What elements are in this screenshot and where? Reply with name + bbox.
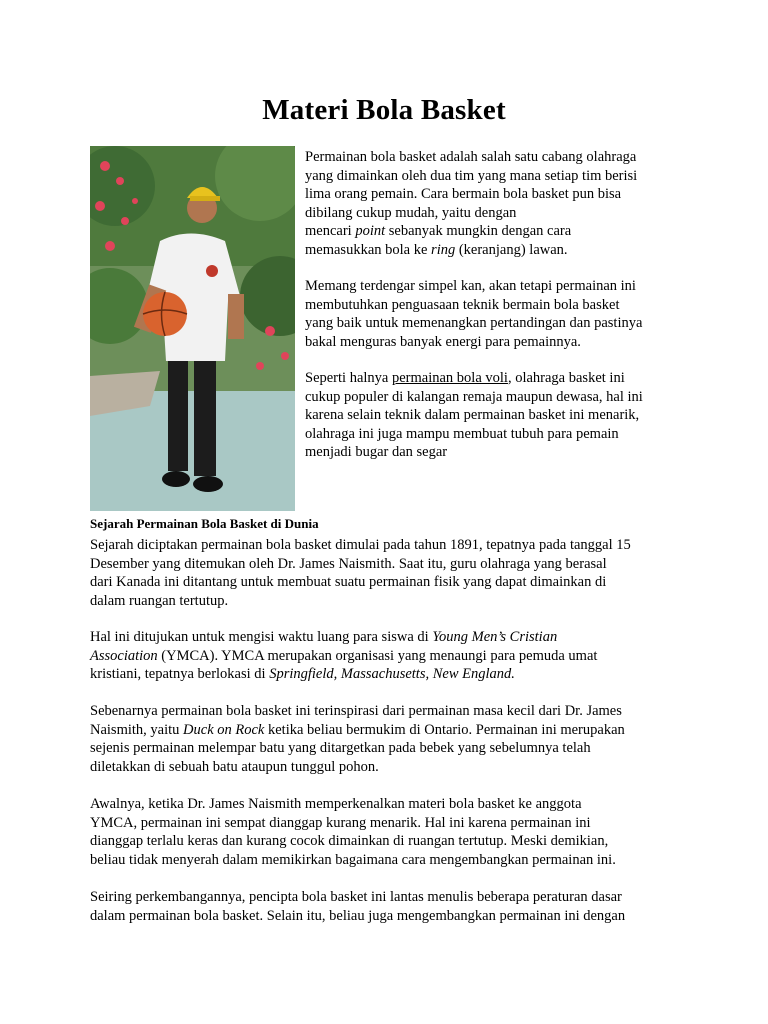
- text-line: cukup populer di kalangan remaja maupun dewasa, hal ini: [305, 388, 643, 405]
- text-line: bakal menguras banyak energi para pemainnya.: [305, 333, 581, 350]
- text-line: olahraga ini juga mampu membuat tubuh para pemain: [305, 425, 619, 442]
- text-span: Hal ini ditujukan untuk mengisi waktu luang para siswa di: [90, 629, 433, 645]
- text-line: [90, 665, 690, 684]
- italic-term: Springfield, Massachusetts, New England.: [269, 666, 515, 682]
- text-line: [90, 647, 690, 666]
- text-line: membutuhkan penguasaan teknik bermain bola basket: [305, 296, 620, 313]
- volleyball-link[interactable]: permainan bola voli: [391, 370, 508, 386]
- text-line: [305, 222, 685, 241]
- text-line: beliau tidak menyerah dalam memikirkan bagaimana cara mengembangkan permainan ini.: [90, 851, 616, 868]
- text-line: [90, 628, 690, 647]
- text-span: ketika beliau bermukim di Ontario. Permainan ini merupakan: [264, 721, 625, 738]
- intro-paragraph-1: [305, 148, 685, 259]
- text-line: Seiring perkembangannya, pencipta bola basket ini lantas menulis beberapa peraturan dasar: [90, 889, 622, 905]
- text-line: lima orang pemain. Cara bermain bola basket pun bisa: [305, 186, 622, 202]
- body-paragraph-2: [90, 628, 690, 684]
- text-line: dianggap terlalu keras dan kurang cocok dimainkan di ruangan tertutup. Meski demikian,: [90, 833, 609, 849]
- body-paragraph-1: [90, 536, 690, 610]
- text-line: [305, 369, 685, 388]
- section-heading: Sejarah Permainan Bola Basket di Dunia: [90, 516, 319, 531]
- text-line: Sebenarnya permainan bola basket ini terinspirasi dari permainan masa kecil dari Dr. James: [90, 703, 622, 719]
- italic-term: ring: [431, 241, 456, 258]
- italic-term: Association: [90, 647, 158, 664]
- italic-term: point: [355, 223, 386, 239]
- text-line: dalam permainan bola basket. Selain itu, beliau juga mengembangkan permainan ini dengan: [90, 907, 626, 924]
- text-line: sejenis permainan melempar batu yang ditargetkan pada bebek yang sebelumnya telah: [90, 740, 591, 756]
- text-span: Seperti halnya: [305, 370, 392, 386]
- text-span: memasukkan bola ke: [305, 241, 432, 258]
- body-paragraph-4: [90, 795, 690, 869]
- text-span: , olahraga basket ini: [507, 370, 625, 386]
- text-line: Awalnya, ketika Dr. James Naismith memperkenalkan materi bola basket ke anggota: [90, 796, 582, 812]
- text-line: diletakkan di sebuah batu ataupun tunggul pohon.: [90, 758, 379, 775]
- body-paragraph-5: [90, 888, 690, 925]
- text-line: yang baik untuk memenangkan pertandingan dan pastinya: [305, 315, 643, 331]
- text-line: [90, 721, 690, 740]
- body-paragraph-3: [90, 702, 690, 776]
- italic-term: Duck on Rock: [183, 721, 265, 738]
- text-span: kristiani, tepatnya berlokasi di: [90, 666, 270, 682]
- text-span: mencari: [305, 223, 356, 239]
- italic-term: Young Men’s Cristian: [432, 629, 558, 645]
- text-span: Naismith, yaitu: [90, 721, 184, 738]
- text-line: Sejarah diciptakan permainan bola basket dimulai pada tahun 1891, tepatnya pada tanggal 15: [90, 537, 631, 553]
- text-line: dari Kanada ini ditantang untuk membuat suatu permainan fisik yang dapat dimainkan di: [90, 574, 607, 590]
- text-line: dibilang cukup mudah, yaitu dengan: [305, 204, 517, 221]
- text-line: karena selain teknik dalam permainan basket ini menarik,: [305, 407, 640, 423]
- text-line: Permainan bola basket adalah salah satu cabang olahraga: [305, 149, 637, 165]
- text-line: Memang terdengar simpel kan, akan tetapi permainan ini: [305, 278, 636, 294]
- page-title: Materi Bola Basket: [262, 94, 506, 126]
- text-line: dalam ruangan tertutup.: [90, 592, 229, 609]
- text-line: YMCA, permainan ini sempat dianggap kurang menarik. Hal ini karena permainan ini: [90, 814, 591, 831]
- text-span: (YMCA). YMCA merupakan organisasi yang menaungi para pemuda umat: [157, 647, 598, 664]
- text-line: [305, 241, 685, 260]
- intro-paragraph-2: [305, 277, 685, 351]
- text-line: yang dimainkan oleh dua tim yang mana setiap tim berisi: [305, 167, 638, 184]
- text-line: Desember yang ditemukan oleh Dr. James Naismith. Saat itu, guru olahraga yang berasal: [90, 555, 607, 572]
- text-span: (keranjang) lawan.: [455, 241, 568, 258]
- text-span: sebanyak mungkin dengan cara: [385, 223, 572, 239]
- player-photo: [90, 146, 295, 511]
- intro-paragraph-3: [305, 369, 685, 462]
- text-line: menjadi bugar dan segar: [305, 444, 448, 460]
